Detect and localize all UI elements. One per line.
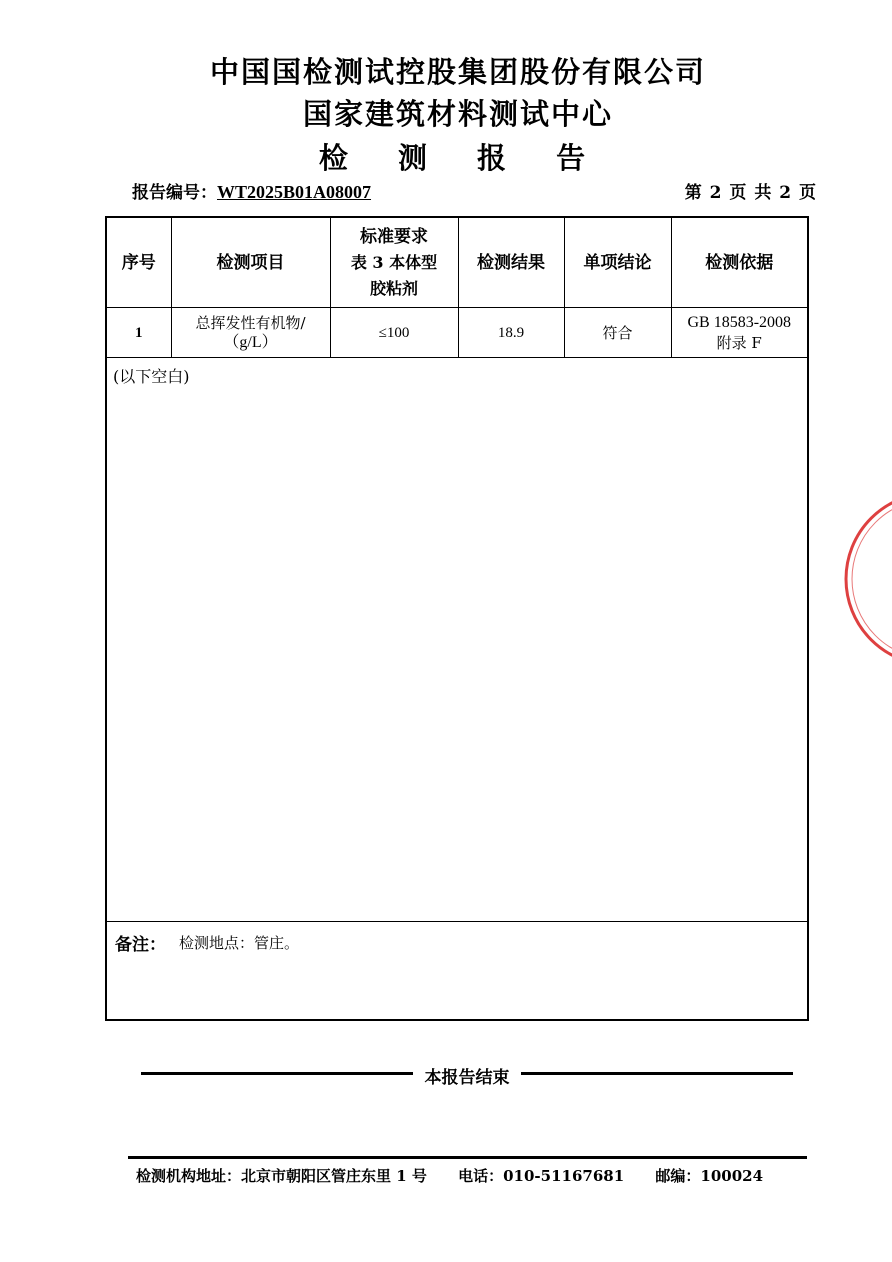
results-table xyxy=(107,218,807,358)
blank-note: (以下空白) xyxy=(113,367,190,386)
report-number xyxy=(132,178,371,203)
cell-basis-line1: GB 18583-2008 xyxy=(687,313,792,331)
cell-basis xyxy=(671,308,807,358)
footer-postcode: 邮编：100024 xyxy=(655,1167,764,1185)
report-end-marker xyxy=(141,1062,793,1086)
col-header-requirement-line3: 胶粘剂 xyxy=(369,278,418,298)
cell-item xyxy=(171,308,330,358)
page-indicator: 第 2 页 共 2 页 xyxy=(684,183,816,203)
report-end-text: 本报告结束 xyxy=(424,1068,510,1088)
cell-conclusion: 符合 xyxy=(564,308,671,358)
footer-address: 检测机构地址：北京市朝阳区管庄东里 1 号 xyxy=(136,1167,427,1185)
remarks-section xyxy=(107,921,807,1020)
cell-item-line2: （g/L） xyxy=(223,333,278,351)
table-header-row xyxy=(107,218,807,308)
end-rule-right xyxy=(521,1072,793,1075)
report-number-label: 报告编号： xyxy=(132,183,217,203)
footer xyxy=(136,1165,763,1186)
col-header-requirement-line1: 标准要求 xyxy=(360,226,428,247)
organization-name: 中国国检测试控股集团股份有限公司 xyxy=(209,55,706,89)
remarks-label: 备注： xyxy=(115,935,166,955)
col-header-result: 检测结果 xyxy=(458,218,564,308)
table-row xyxy=(107,308,807,358)
col-header-requirement-line2: 表 3 本体型 xyxy=(350,252,438,272)
footer-phone: 电话：010-51167681 xyxy=(458,1167,625,1185)
report-title: 检 测 报 告 xyxy=(318,141,606,175)
cell-basis-line2: 附录 F xyxy=(716,333,762,352)
cell-item-line1: 总挥发性有机物/ xyxy=(195,313,306,332)
col-header-no: 序号 xyxy=(107,218,171,308)
footer-rule xyxy=(128,1156,807,1159)
center-name: 国家建筑材料测试中心 xyxy=(302,97,613,131)
cell-result: 18.9 xyxy=(458,308,564,358)
col-header-requirement xyxy=(330,218,458,308)
cell-no: 1 xyxy=(107,308,171,358)
cell-requirement: ≤100 xyxy=(330,308,458,358)
company-seal-stamp xyxy=(832,490,892,668)
results-frame xyxy=(105,216,809,1021)
col-header-basis: 检测依据 xyxy=(671,218,807,308)
col-header-item: 检测项目 xyxy=(171,218,330,308)
report-number-value: WT2025B01A08007 xyxy=(217,182,372,202)
remarks-text: 检测地点：管庄。 xyxy=(179,934,300,952)
col-header-conclusion: 单项结论 xyxy=(564,218,671,308)
